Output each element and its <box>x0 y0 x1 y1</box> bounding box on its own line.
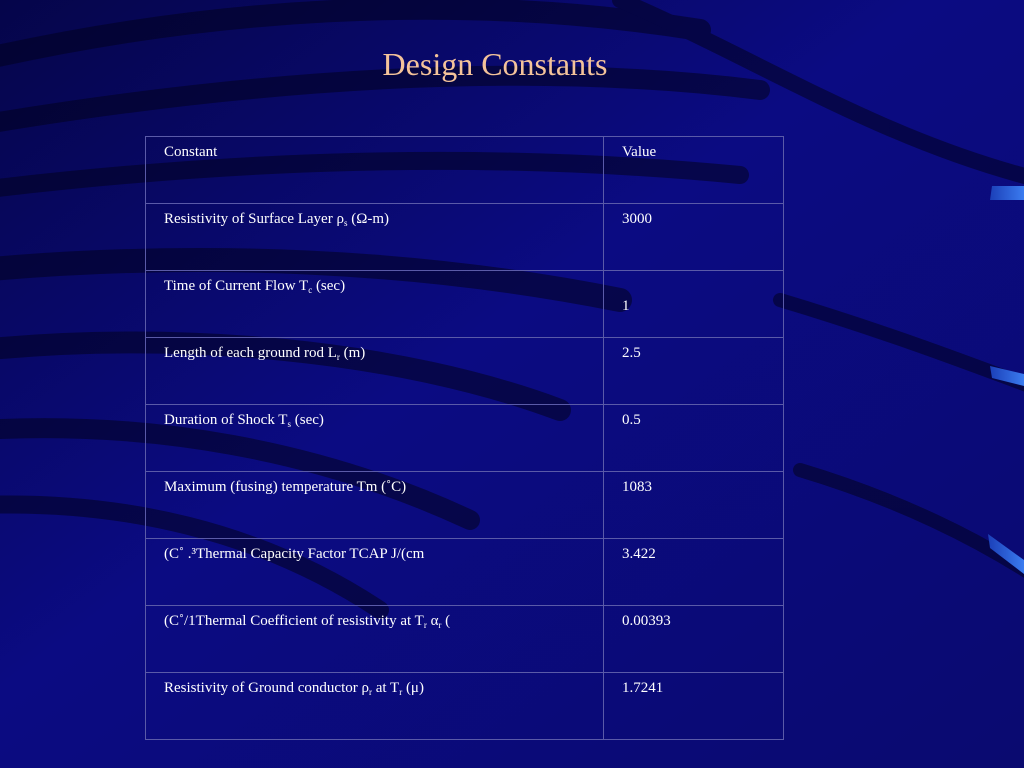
label-text: (C˚ .³Thermal Capacity Factor TCAP J/(cm <box>164 546 425 562</box>
constant-value-cell <box>604 271 784 338</box>
label-subscript: r <box>399 687 403 697</box>
constant-value: 1.7241 <box>604 673 784 740</box>
table-row <box>146 472 784 539</box>
label-subscript: r <box>423 620 427 630</box>
label-text: Resistivity of Ground conductor ρ <box>164 680 369 696</box>
label-text: (m) <box>339 345 366 361</box>
constant-value: 1083 <box>604 472 784 539</box>
constant-label <box>146 204 604 271</box>
label-text: (Ω-m) <box>347 211 390 227</box>
constant-label <box>146 338 604 405</box>
table-row <box>146 338 784 405</box>
constant-label <box>146 539 604 606</box>
label-text: (sec) <box>312 278 346 294</box>
table-row <box>146 606 784 673</box>
constant-value: 1 <box>622 298 630 314</box>
table-row <box>146 204 784 271</box>
label-subscript: c <box>308 285 313 295</box>
label-subscript: r <box>336 352 340 362</box>
label-text: α <box>426 613 439 629</box>
table-row <box>146 405 784 472</box>
label-text: Duration of Shock T <box>164 412 288 428</box>
constant-value: 3000 <box>604 204 784 271</box>
label-text: ( <box>441 613 451 629</box>
design-constants-table <box>145 136 784 740</box>
constant-value: 0.00393 <box>604 606 784 673</box>
design-constants-table-container <box>145 136 783 734</box>
label-text: Resistivity of Surface Layer ρ <box>164 211 344 227</box>
label-text: (μ) <box>402 680 424 696</box>
constant-label <box>146 606 604 673</box>
label-text: Maximum (fusing) temperature Tm (˚C) <box>164 479 407 495</box>
column-header-constant: Constant <box>146 137 604 204</box>
table-row <box>146 271 784 338</box>
constant-value: 2.5 <box>604 338 784 405</box>
table-row <box>146 673 784 740</box>
label-subscript: s <box>343 218 348 228</box>
constant-label <box>146 405 604 472</box>
label-subscript: s <box>287 419 291 429</box>
label-text: (sec) <box>290 412 324 428</box>
label-text: at T <box>371 680 400 696</box>
slide-title: Design Constants <box>382 46 608 82</box>
constant-value: 3.422 <box>604 539 784 606</box>
table-header-row <box>146 137 784 204</box>
label-text: (C˚/1Thermal Coefficient of resistivity at T <box>164 613 424 629</box>
constant-label <box>146 472 604 539</box>
constant-value: 0.5 <box>604 405 784 472</box>
label-subscript: r <box>368 687 372 697</box>
constant-label <box>146 271 604 338</box>
table-row <box>146 539 784 606</box>
column-header-value: Value <box>604 137 784 204</box>
label-text: Length of each ground rod L <box>164 345 337 361</box>
constant-label <box>146 673 604 740</box>
label-subscript: r <box>438 620 442 630</box>
label-text: Time of Current Flow T <box>164 278 309 294</box>
